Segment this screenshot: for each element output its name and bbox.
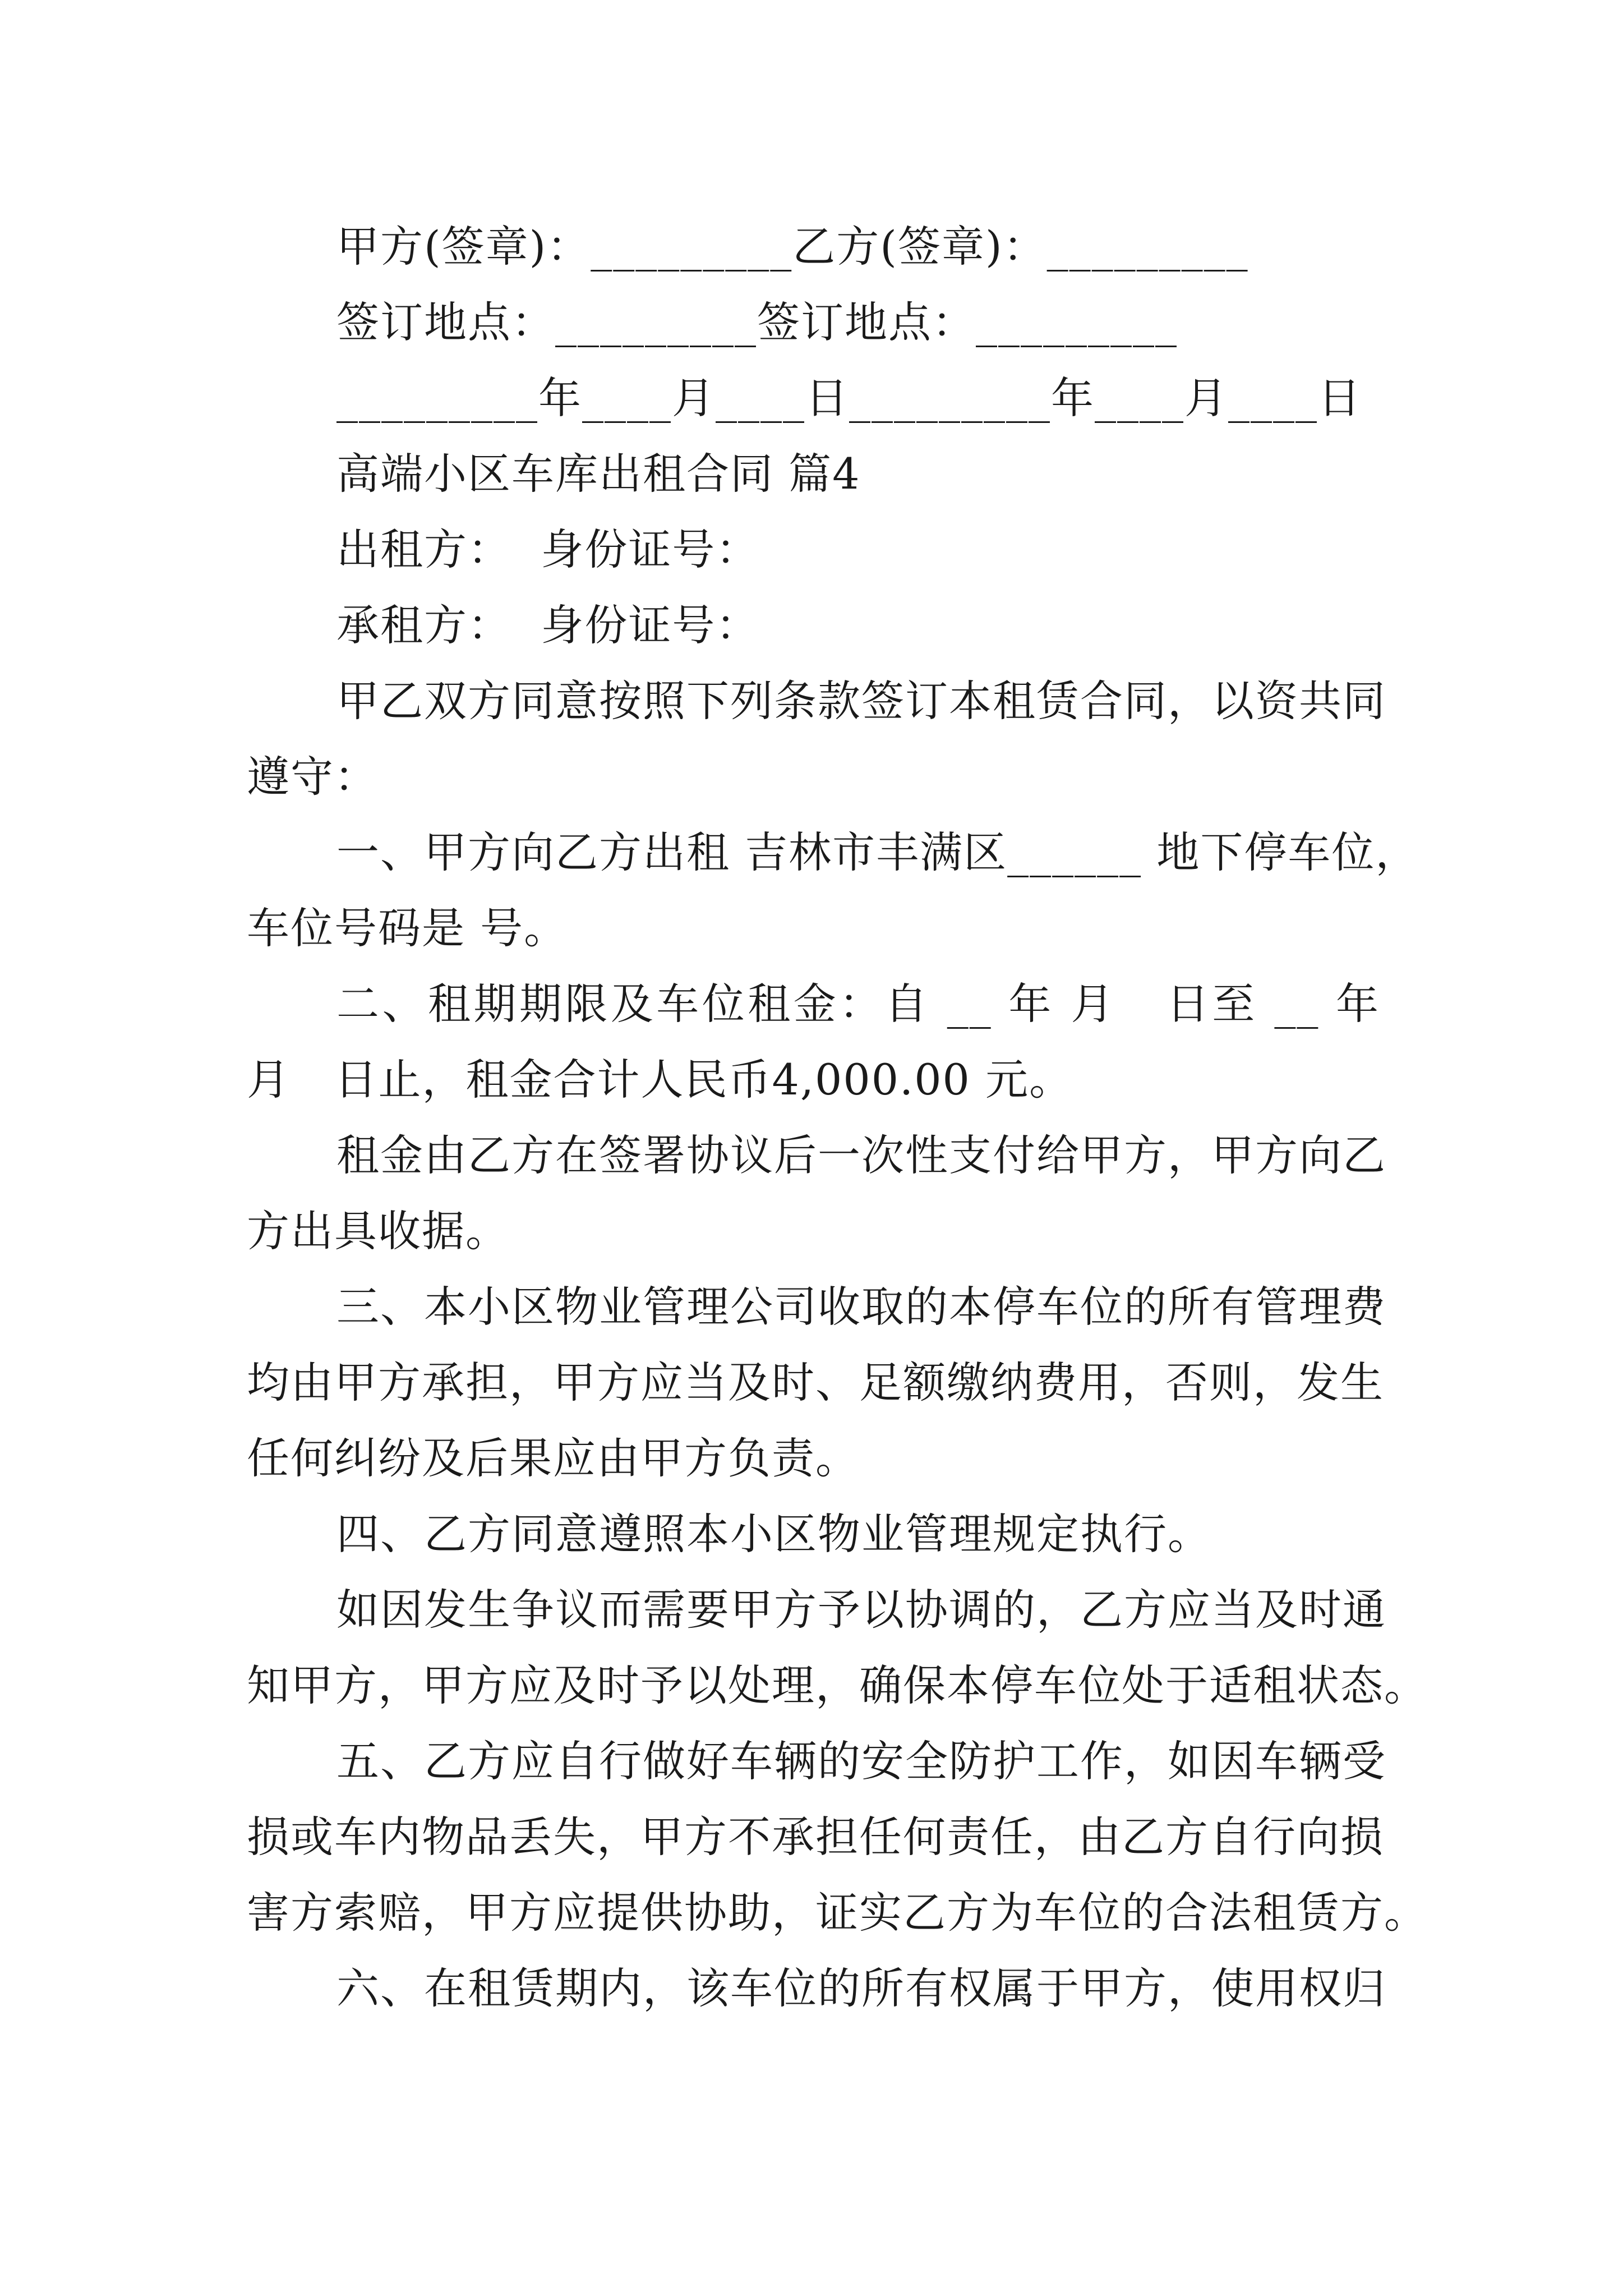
- dispute-line1: 如因发生争议而需要甲方予以协调的，乙方应当及时通: [336, 1585, 1386, 1635]
- section-title: 高端小区车库出租合同 篇4: [336, 449, 861, 499]
- dispute-line2: 知甲方，甲方应及时予以处理，确保本停车位处于适租状态。: [247, 1660, 1428, 1710]
- clause-3-line3: 任何纠纷及后果应由甲方负责。: [247, 1433, 859, 1483]
- clause-5-line1: 五、乙方应自行做好车辆的安全防护工作，如因车辆受: [336, 1736, 1386, 1786]
- rent-payment-line2: 方出具收据。: [247, 1206, 509, 1256]
- paragraph-intro-line2: 遵守：: [247, 752, 378, 802]
- signature-line-parties: 甲方(签章)：_________乙方(签章)：_________: [336, 222, 1249, 272]
- clause-1-line1: 一、甲方向乙方出租 吉林市丰满区______ 地下停车位，: [336, 827, 1419, 877]
- clause-4-line1: 四、乙方同意遵照本小区物业管理规定执行。: [336, 1509, 1211, 1559]
- clause-2-line2: 月 日止，租金合计人民币4,000.00 元。: [247, 1055, 1073, 1105]
- clause-2-line1: 二、租期期限及车位租金：自 __ 年 月 日至 __ 年: [336, 979, 1380, 1029]
- clause-1-line2: 车位号码是 号。: [247, 903, 568, 953]
- clause-3-line1: 三、本小区物业管理公司收取的本停车位的所有管理费: [336, 1282, 1386, 1332]
- clause-5-line3: 害方索赔，甲方应提供协助，证实乙方为车位的合法租赁方。: [247, 1888, 1428, 1938]
- signature-line-date: _________年____月____日_________年____月____日: [336, 373, 1362, 423]
- clause-5-line2: 损或车内物品丢失，甲方不承担任何责任，由乙方自行向损: [247, 1812, 1384, 1862]
- clause-3-line2: 均由甲方承担，甲方应当及时、足额缴纳费用，否则，发生: [247, 1358, 1384, 1407]
- lessor-line: 出租方： 身份证号：: [336, 524, 760, 574]
- lessee-line: 承租方： 身份证号：: [336, 600, 760, 650]
- signature-line-location: 签订地点：_________签订地点：_________: [336, 297, 1178, 347]
- paragraph-intro-line1: 甲乙双方同意按照下列条款签订本租赁合同，以资共同: [336, 676, 1386, 726]
- clause-6-line1: 六、在租赁期内，该车位的所有权属于甲方，使用权归: [336, 1963, 1386, 2013]
- rent-payment-line1: 租金由乙方在签署协议后一次性支付给甲方，甲方向乙: [336, 1130, 1386, 1180]
